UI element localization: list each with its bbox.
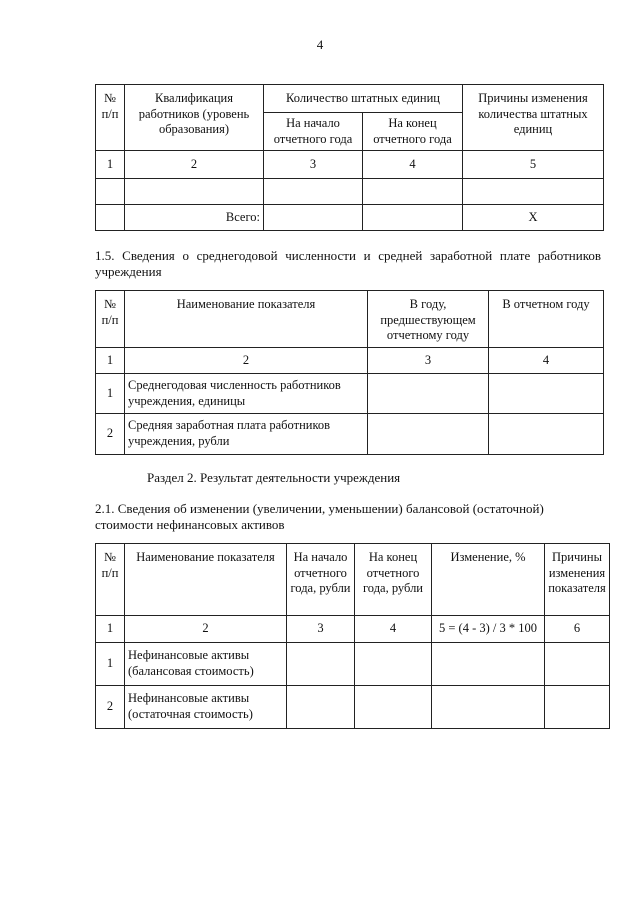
header-num: № п/п	[96, 544, 125, 616]
index-cell: 5	[463, 151, 604, 179]
header-reasons: Причины изменения количества штатных единиц	[463, 85, 604, 151]
index-cell: 2	[125, 616, 287, 643]
row-num: 1	[96, 643, 125, 686]
header-start: На начало отчетного года, рубли	[287, 544, 355, 616]
empty-cell	[545, 686, 610, 729]
assets-table	[95, 543, 610, 729]
header-qualification: Квалификация работников (уровень образования)	[125, 85, 264, 151]
row-num: 1	[96, 374, 125, 414]
index-cell: 5 = (4 - 3) / 3 * 100	[432, 616, 545, 643]
header-indicator: Наименование показателя	[125, 544, 287, 616]
empty-cell	[368, 414, 489, 455]
empty-cell	[287, 686, 355, 729]
empty-cell	[264, 179, 363, 205]
empty-cell	[368, 374, 489, 414]
empty-cell	[545, 643, 610, 686]
empty-cell	[489, 414, 604, 455]
empty-cell	[96, 205, 125, 231]
empty-cell	[355, 643, 432, 686]
index-cell: 2	[125, 151, 264, 179]
table-row	[96, 374, 604, 414]
header-indicator: Наименование показателя	[125, 291, 368, 348]
empty-cell	[363, 205, 463, 231]
index-cell: 4	[363, 151, 463, 179]
empty-cell	[463, 179, 604, 205]
table-row	[96, 686, 610, 729]
header-start: На начало отчетного года	[264, 113, 363, 151]
index-cell: 2	[125, 348, 368, 374]
header-change: Изменение, %	[432, 544, 545, 616]
empty-cell	[96, 179, 125, 205]
table-row	[96, 643, 610, 686]
row-name: Среднегодовая численность работников учреждения, единицы	[125, 374, 368, 414]
header-staff-count: Количество штатных единиц	[264, 85, 463, 113]
row-name: Нефинансовые активы (балансовая стоимость)	[125, 643, 287, 686]
staff-table	[95, 84, 604, 231]
table-row	[96, 414, 604, 455]
header-num: № п/п	[96, 291, 125, 348]
section-2-title: Раздел 2. Результат деятельности учреждения	[147, 470, 401, 485]
index-cell: 1	[96, 151, 125, 179]
empty-cell	[264, 205, 363, 231]
section-1-5-title: 1.5. Сведения о среднегодовой численности и средней заработной плате работников учреждения	[95, 248, 601, 279]
index-cell: 3	[368, 348, 489, 374]
page-number: 4	[316, 37, 324, 52]
empty-cell	[355, 686, 432, 729]
header-end: На конец отчетного года	[363, 113, 463, 151]
empty-cell	[432, 686, 545, 729]
header-num: № п/п	[96, 85, 125, 151]
empty-cell	[432, 643, 545, 686]
total-label: Всего:	[125, 205, 264, 231]
index-cell: 1	[96, 348, 125, 374]
header-reasons: Причины изменения показателя	[545, 544, 610, 616]
row-num: 2	[96, 414, 125, 455]
empty-cell	[489, 374, 604, 414]
index-cell: 3	[287, 616, 355, 643]
salary-table	[95, 290, 604, 455]
row-num: 2	[96, 686, 125, 729]
row-name: Средняя заработная плата работников учреждения, рубли	[125, 414, 368, 455]
header-current-year: В отчетном году	[489, 291, 604, 348]
header-prev-year: В году, предшествующем отчетному году	[368, 291, 489, 348]
empty-cell	[287, 643, 355, 686]
index-cell: 4	[489, 348, 604, 374]
index-cell: 3	[264, 151, 363, 179]
total-mark: X	[463, 205, 604, 231]
empty-cell	[363, 179, 463, 205]
header-end: На конец отчетного года, рубли	[355, 544, 432, 616]
section-2-1-title: 2.1. Сведения об изменении (увеличении, уменьшении) балансовой (остаточной) стоимости нефинансовых активов	[95, 501, 544, 532]
empty-cell	[125, 179, 264, 205]
index-cell: 6	[545, 616, 610, 643]
index-cell: 1	[96, 616, 125, 643]
index-cell: 4	[355, 616, 432, 643]
row-name: Нефинансовые активы (остаточная стоимость)	[125, 686, 287, 729]
